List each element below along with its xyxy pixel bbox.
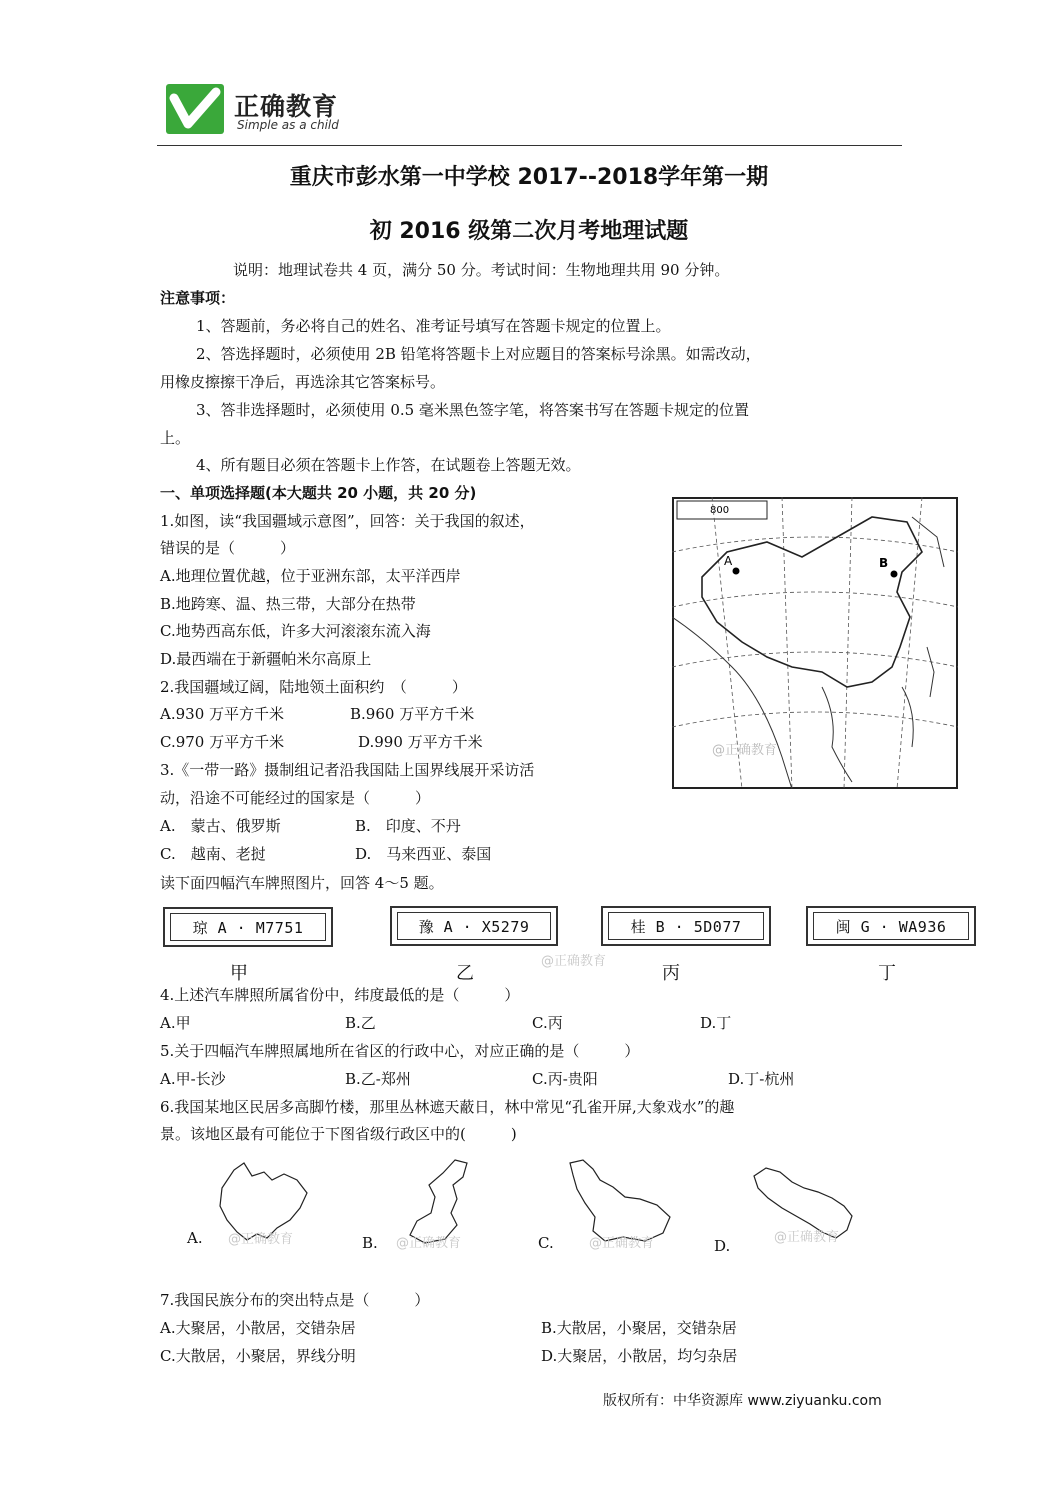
section-heading: 一、单项选择题(本大题共 20 小题，共 20 分): [160, 484, 477, 502]
option: A.地理位置优越，位于亚洲东部，太平洋西岸: [160, 567, 461, 585]
notice-heading: 注意事项：: [160, 289, 236, 307]
option: C.丙: [532, 1014, 563, 1032]
option: C.地势西高东低，许多大河滚滚东流入海: [160, 622, 431, 640]
plate-label: 丙: [662, 963, 680, 984]
map-point-b: B: [879, 556, 889, 570]
option: D. 马来西亚、泰国: [355, 845, 492, 863]
plate-text: 闽 G · WA936: [813, 912, 969, 940]
option: C.: [538, 1234, 554, 1252]
option: C. 越南、老挝: [160, 845, 266, 863]
option: A.甲-长沙: [160, 1070, 226, 1088]
question-stem: 错误的是（ ）: [160, 539, 296, 557]
logo-slogan: Simple as a child: [237, 118, 339, 132]
option: C.大散居，小聚居，界线分明: [160, 1347, 356, 1365]
china-territory-map: [672, 497, 958, 789]
notice-item: 1、答题前，务必将自己的姓名、准考证号填写在答题卡规定的位置上。: [196, 317, 671, 335]
notice-item: 2、答选择题时，必须使用 2B 铅笔将答题卡上对应题目的答案标号涂黑。如需改动，: [196, 345, 761, 363]
plate-label: 甲: [230, 963, 248, 984]
instruction-text: 读下面四幅汽车牌照图片，回答 4～5 题。: [160, 874, 444, 892]
option: D.丁-杭州: [728, 1070, 795, 1088]
option: B. 印度、不丹: [355, 817, 461, 835]
watermark: @正确教育: [541, 954, 607, 969]
logo-name: 正确教育: [234, 92, 339, 121]
option: C.丙-贵阳: [532, 1070, 598, 1088]
option: D.990 万平方千米: [358, 733, 483, 751]
plate-label: 乙: [456, 963, 474, 984]
option: B.大散居，小聚居，交错杂居: [541, 1319, 737, 1337]
option: D.: [714, 1237, 731, 1255]
header-divider: [157, 145, 902, 146]
license-plate: [390, 906, 558, 946]
plate-label: 丁: [878, 963, 896, 984]
option: B.乙-郑州: [345, 1070, 411, 1088]
plate-text: 桂 B · 5D077: [608, 912, 764, 940]
question-stem: 景。该地区最有可能位于下图省级行政区中的( ): [160, 1125, 517, 1143]
question-stem: 2.我国疆域辽阔，陆地领土面积约 （ ）: [160, 678, 467, 696]
plate-text: 豫 A · X5279: [397, 912, 551, 940]
license-plate: [163, 907, 333, 947]
exam-title-line2: 初 2016 级第二次月考地理试题: [369, 219, 689, 244]
exam-title-line1: 重庆市彭水第一中学校 2017--2018学年第一期: [289, 165, 769, 190]
watermark: @正确教育: [774, 1230, 840, 1245]
option: A.大聚居，小散居，交错杂居: [160, 1319, 356, 1337]
question-stem: 6.我国某地区民居多高脚竹楼，那里丛林遮天蔽日，林中常见“孔雀开屏,大象戏水”的趣: [160, 1098, 735, 1116]
map-watermark: @正确教育: [712, 743, 778, 758]
option: A.930 万平方千米: [160, 705, 284, 723]
option: D.最西端在于新疆帕米尔高原上: [160, 650, 372, 668]
map-point-a: A: [724, 554, 733, 568]
watermark: @正确教育: [396, 1236, 462, 1251]
option: B.960 万平方千米: [350, 705, 475, 723]
watermark: @正确教育: [589, 1236, 655, 1251]
option: C.970 万平方千米: [160, 733, 285, 751]
notice-item: 用橡皮擦擦干净后，再选涂其它答案标号。: [160, 373, 446, 391]
license-plate: [601, 906, 771, 946]
logo-check-icon: [166, 84, 224, 134]
option: D.大聚居，小散居，均匀杂居: [541, 1347, 738, 1365]
option: B.乙: [345, 1014, 376, 1032]
notice-item: 3、答非选择题时，必须使用 0.5 毫米黑色签字笔，将答案书写在答题卡规定的位置: [196, 401, 749, 419]
plate-text: 琼 A · M7751: [170, 913, 326, 941]
question-stem: 3.《一带一路》摄制组记者沿我国陆上国界线展开采访活: [160, 761, 535, 779]
option: A.: [187, 1229, 203, 1247]
map-scale-label: 800: [710, 505, 730, 516]
question-stem: 动，沿途不可能经过的国家是（ ）: [160, 789, 431, 807]
option: D.丁: [700, 1014, 732, 1032]
option: A. 蒙古、俄罗斯: [160, 817, 281, 835]
option: B.地跨寒、温、热三带，大部分在热带: [160, 595, 416, 613]
copyright-footer: 版权所有：中华资源库 www.ziyuanku.com: [603, 1393, 882, 1409]
exam-intro: 说明：地理试卷共 4 页，满分 50 分。考试时间：生物地理共用 90 分钟。: [233, 261, 730, 279]
license-plate: [806, 906, 976, 946]
option: B.: [362, 1234, 378, 1252]
question-stem: 5.关于四幅汽车牌照属地所在省区的行政中心，对应正确的是（ ）: [160, 1042, 640, 1060]
option: A.甲: [160, 1014, 191, 1032]
notice-item: 4、所有题目必须在答题卡上作答，在试题卷上答题无效。: [196, 456, 581, 474]
question-stem: 7.我国民族分布的突出特点是（ ）: [160, 1291, 430, 1309]
watermark: @正确教育: [228, 1232, 294, 1247]
notice-item: 上。: [160, 429, 191, 447]
question-stem: 1.如图，读“我国疆域示意图”，回答：关于我国的叙述，: [160, 512, 535, 530]
question-stem: 4.上述汽车牌照所属省份中，纬度最低的是（ ）: [160, 986, 520, 1004]
